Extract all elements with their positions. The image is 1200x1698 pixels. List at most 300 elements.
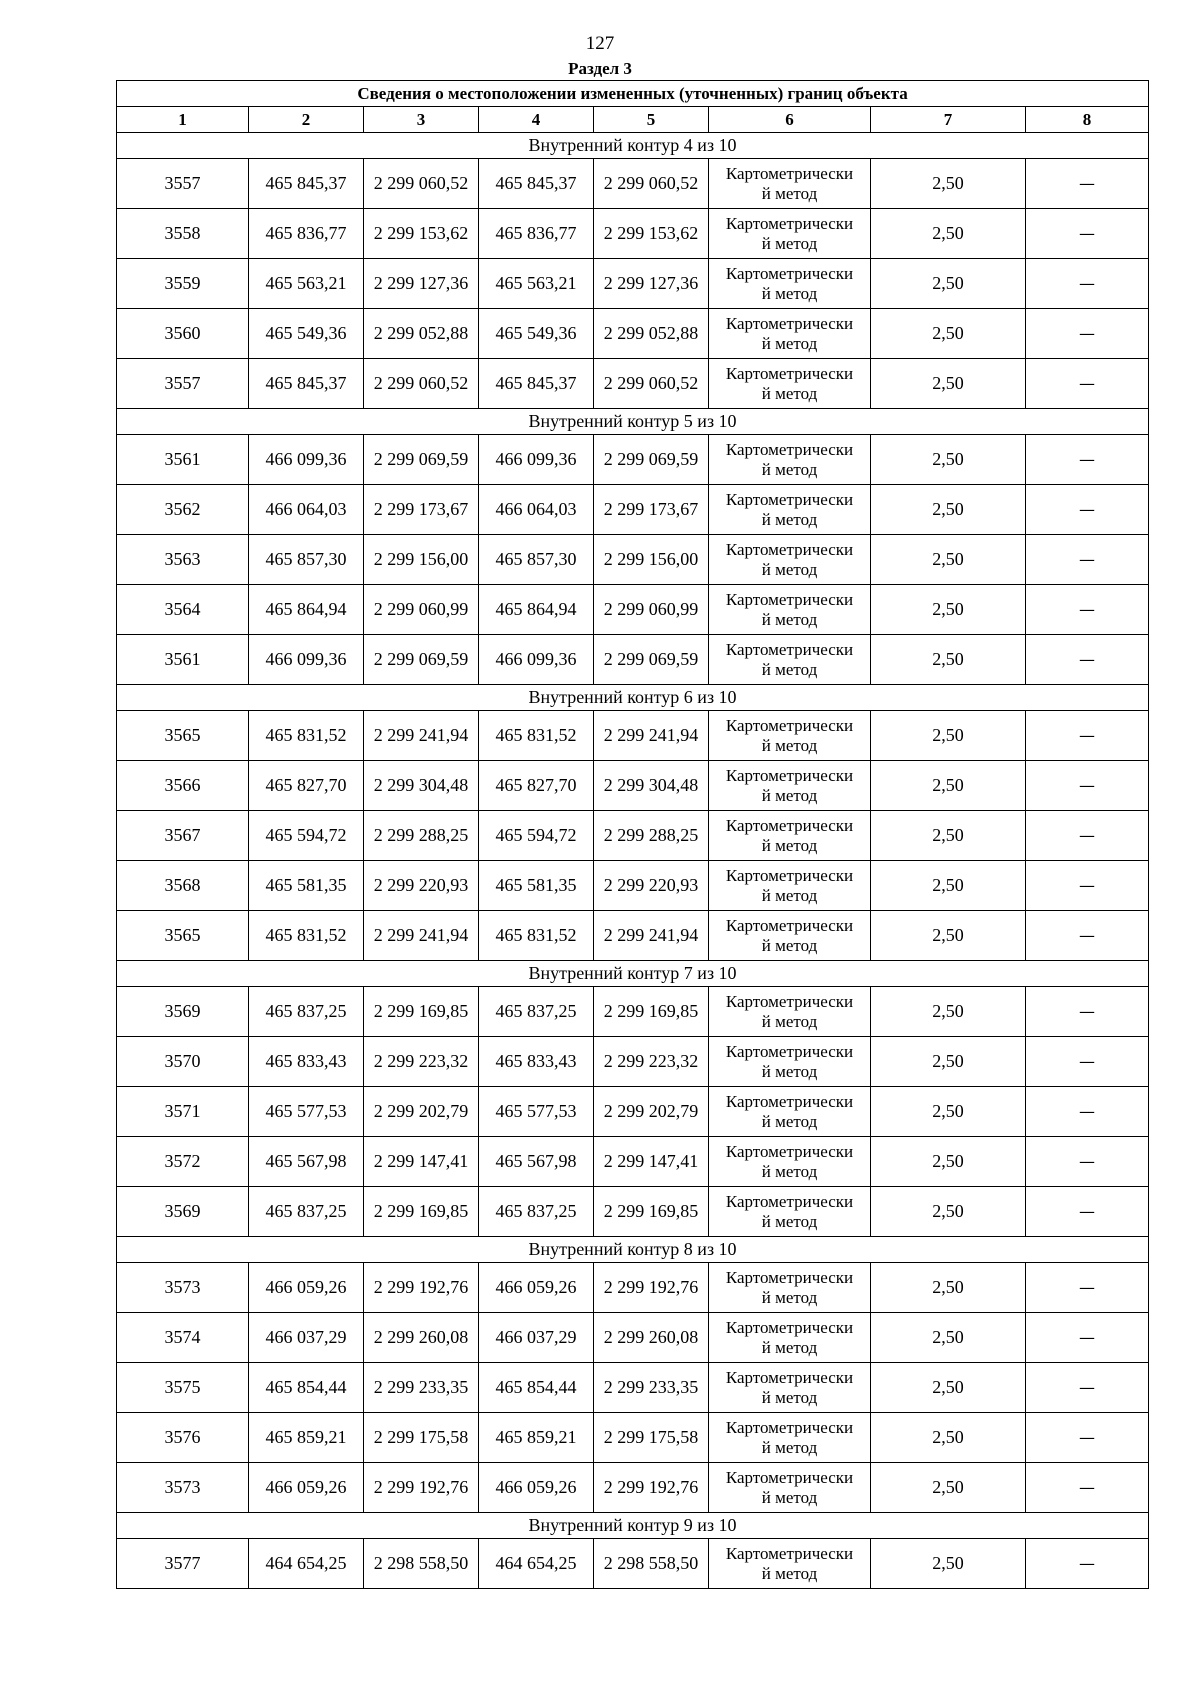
accuracy-cell: 2,50 [871, 1539, 1026, 1589]
method-cell [709, 1087, 871, 1137]
note-cell: — [1026, 811, 1149, 861]
method-line-2: й метод [761, 785, 818, 805]
method-line-1: Картометрически [725, 1191, 854, 1211]
method-line-2: й метод [761, 885, 818, 905]
column-header: 5 [594, 107, 709, 133]
point-number-cell: 3572 [117, 1137, 249, 1187]
y-old-cell: 2 299 241,94 [364, 711, 479, 761]
x-old-cell: 465 836,77 [249, 209, 364, 259]
y-new-cell: 2 299 220,93 [594, 861, 709, 911]
method-line-2: й метод [761, 1061, 818, 1081]
contour-label: Внутренний контур 7 из 10 [117, 961, 1149, 987]
method-line-1: Картометрически [725, 439, 854, 459]
y-old-cell: 2 299 153,62 [364, 209, 479, 259]
x-new-cell: 465 594,72 [479, 811, 594, 861]
method-line-2: й метод [761, 1387, 818, 1407]
method-line-2: й метод [761, 1211, 818, 1231]
point-number-cell: 3565 [117, 911, 249, 961]
method-line-1: Картометрически [725, 1041, 854, 1061]
note-cell: — [1026, 209, 1149, 259]
x-old-cell: 466 037,29 [249, 1313, 364, 1363]
y-old-cell: 2 299 241,94 [364, 911, 479, 961]
point-number-cell: 3571 [117, 1087, 249, 1137]
method-cell [709, 1463, 871, 1513]
accuracy-cell: 2,50 [871, 209, 1026, 259]
x-old-cell: 466 099,36 [249, 435, 364, 485]
method-cell [709, 485, 871, 535]
column-header: 7 [871, 107, 1026, 133]
x-new-cell: 466 099,36 [479, 635, 594, 685]
column-header: 3 [364, 107, 479, 133]
method-line-2: й метод [761, 383, 818, 403]
table-row [117, 1463, 1149, 1513]
contour-label: Внутренний контур 9 из 10 [117, 1513, 1149, 1539]
point-number-cell: 3573 [117, 1463, 249, 1513]
point-number-cell: 3573 [117, 1263, 249, 1313]
method-cell [709, 585, 871, 635]
accuracy-cell: 2,50 [871, 309, 1026, 359]
note-cell: — [1026, 761, 1149, 811]
table-row [117, 1137, 1149, 1187]
y-old-cell: 2 299 304,48 [364, 761, 479, 811]
accuracy-cell: 2,50 [871, 585, 1026, 635]
x-new-cell: 465 831,52 [479, 711, 594, 761]
x-old-cell: 465 563,21 [249, 259, 364, 309]
y-old-cell: 2 299 202,79 [364, 1087, 479, 1137]
x-old-cell: 465 831,52 [249, 911, 364, 961]
point-number-cell: 3563 [117, 535, 249, 585]
point-number-cell: 3569 [117, 987, 249, 1037]
note-cell: — [1026, 1087, 1149, 1137]
method-cell [709, 987, 871, 1037]
table-row [117, 309, 1149, 359]
table-row [117, 159, 1149, 209]
x-old-cell: 465 594,72 [249, 811, 364, 861]
y-old-cell: 2 299 060,52 [364, 159, 479, 209]
accuracy-cell: 2,50 [871, 259, 1026, 309]
table-row [117, 1087, 1149, 1137]
note-cell: — [1026, 635, 1149, 685]
table-row [117, 1187, 1149, 1237]
method-line-1: Картометрически [725, 589, 854, 609]
y-old-cell: 2 298 558,50 [364, 1539, 479, 1589]
point-number-cell: 3567 [117, 811, 249, 861]
table-row [117, 811, 1149, 861]
table-row [117, 1539, 1149, 1589]
table-row [117, 485, 1149, 535]
point-number-cell: 3559 [117, 259, 249, 309]
note-cell: — [1026, 1463, 1149, 1513]
table-row [117, 1263, 1149, 1313]
method-line-1: Картометрически [725, 915, 854, 935]
point-number-cell: 3577 [117, 1539, 249, 1589]
method-cell [709, 911, 871, 961]
point-number-cell: 3564 [117, 585, 249, 635]
method-line-1: Картометрически [725, 363, 854, 383]
table-row [117, 585, 1149, 635]
table-row [117, 635, 1149, 685]
x-new-cell: 465 831,52 [479, 911, 594, 961]
x-new-cell: 466 064,03 [479, 485, 594, 535]
x-new-cell: 465 827,70 [479, 761, 594, 811]
note-cell: — [1026, 911, 1149, 961]
method-cell [709, 1137, 871, 1187]
point-number-cell: 3557 [117, 359, 249, 409]
table-row [117, 1037, 1149, 1087]
table-row [117, 359, 1149, 409]
table-row [117, 711, 1149, 761]
x-new-cell: 465 577,53 [479, 1087, 594, 1137]
x-old-cell: 465 837,25 [249, 1187, 364, 1237]
accuracy-cell: 2,50 [871, 987, 1026, 1037]
x-old-cell: 466 059,26 [249, 1463, 364, 1513]
method-line-2: й метод [761, 1487, 818, 1507]
x-new-cell: 466 059,26 [479, 1463, 594, 1513]
method-line-2: й метод [761, 935, 818, 955]
y-new-cell: 2 299 069,59 [594, 435, 709, 485]
accuracy-cell: 2,50 [871, 485, 1026, 535]
method-line-2: й метод [761, 183, 818, 203]
method-line-1: Картометрически [725, 1367, 854, 1387]
contour-label: Внутренний контур 5 из 10 [117, 409, 1149, 435]
y-old-cell: 2 299 052,88 [364, 309, 479, 359]
accuracy-cell: 2,50 [871, 761, 1026, 811]
contour-label: Внутренний контур 6 из 10 [117, 685, 1149, 711]
x-new-cell: 465 845,37 [479, 159, 594, 209]
method-cell [709, 1037, 871, 1087]
x-old-cell: 465 845,37 [249, 159, 364, 209]
y-old-cell: 2 299 156,00 [364, 535, 479, 585]
y-old-cell: 2 299 175,58 [364, 1413, 479, 1463]
table-row [117, 911, 1149, 961]
column-header: 8 [1026, 107, 1149, 133]
method-line-1: Картометрически [725, 1543, 854, 1563]
accuracy-cell: 2,50 [871, 711, 1026, 761]
note-cell: — [1026, 1363, 1149, 1413]
y-new-cell: 2 299 173,67 [594, 485, 709, 535]
note-cell: — [1026, 485, 1149, 535]
note-cell: — [1026, 711, 1149, 761]
method-line-1: Картометрически [725, 1267, 854, 1287]
y-old-cell: 2 299 060,52 [364, 359, 479, 409]
y-new-cell: 2 299 069,59 [594, 635, 709, 685]
contour-header-row [117, 961, 1149, 987]
x-old-cell: 466 059,26 [249, 1263, 364, 1313]
note-cell: — [1026, 159, 1149, 209]
method-line-1: Картометрически [725, 815, 854, 835]
method-line-2: й метод [761, 1161, 818, 1181]
note-cell: — [1026, 359, 1149, 409]
note-cell: — [1026, 1137, 1149, 1187]
point-number-cell: 3561 [117, 635, 249, 685]
y-new-cell: 2 299 052,88 [594, 309, 709, 359]
table-row [117, 1413, 1149, 1463]
y-new-cell: 2 299 288,25 [594, 811, 709, 861]
method-line-1: Картометрически [725, 1091, 854, 1111]
method-line-1: Картометрически [725, 263, 854, 283]
method-cell [709, 761, 871, 811]
method-cell [709, 209, 871, 259]
x-old-cell: 466 099,36 [249, 635, 364, 685]
method-line-1: Картометрически [725, 991, 854, 1011]
x-new-cell: 465 833,43 [479, 1037, 594, 1087]
method-cell [709, 1413, 871, 1463]
method-line-1: Картометрически [725, 765, 854, 785]
y-new-cell: 2 299 060,52 [594, 159, 709, 209]
table-row [117, 1363, 1149, 1413]
point-number-cell: 3569 [117, 1187, 249, 1237]
accuracy-cell: 2,50 [871, 1187, 1026, 1237]
accuracy-cell: 2,50 [871, 1263, 1026, 1313]
point-number-cell: 3565 [117, 711, 249, 761]
method-line-1: Картометрически [725, 1141, 854, 1161]
note-cell: — [1026, 585, 1149, 635]
y-old-cell: 2 299 069,59 [364, 435, 479, 485]
table-row [117, 987, 1149, 1037]
note-cell: — [1026, 987, 1149, 1037]
x-new-cell: 466 099,36 [479, 435, 594, 485]
method-line-2: й метод [761, 835, 818, 855]
point-number-cell: 3575 [117, 1363, 249, 1413]
table-row [117, 435, 1149, 485]
y-new-cell: 2 299 192,76 [594, 1463, 709, 1513]
x-new-cell: 465 837,25 [479, 1187, 594, 1237]
method-cell [709, 309, 871, 359]
point-number-cell: 3562 [117, 485, 249, 535]
y-old-cell: 2 299 169,85 [364, 987, 479, 1037]
accuracy-cell: 2,50 [871, 861, 1026, 911]
x-old-cell: 465 854,44 [249, 1363, 364, 1413]
table-row [117, 861, 1149, 911]
y-new-cell: 2 299 169,85 [594, 1187, 709, 1237]
accuracy-cell: 2,50 [871, 1463, 1026, 1513]
accuracy-cell: 2,50 [871, 911, 1026, 961]
method-cell [709, 259, 871, 309]
contour-header-row [117, 133, 1149, 159]
note-cell: — [1026, 1037, 1149, 1087]
note-cell: — [1026, 1313, 1149, 1363]
table-row [117, 1313, 1149, 1363]
y-new-cell: 2 299 060,99 [594, 585, 709, 635]
y-new-cell: 2 299 260,08 [594, 1313, 709, 1363]
accuracy-cell: 2,50 [871, 535, 1026, 585]
y-new-cell: 2 299 202,79 [594, 1087, 709, 1137]
accuracy-cell: 2,50 [871, 635, 1026, 685]
column-header: 6 [709, 107, 871, 133]
y-old-cell: 2 299 173,67 [364, 485, 479, 535]
y-old-cell: 2 299 060,99 [364, 585, 479, 635]
table-row [117, 209, 1149, 259]
accuracy-cell: 2,50 [871, 1413, 1026, 1463]
note-cell: — [1026, 535, 1149, 585]
y-new-cell: 2 299 192,76 [594, 1263, 709, 1313]
x-old-cell: 465 833,43 [249, 1037, 364, 1087]
x-old-cell: 465 845,37 [249, 359, 364, 409]
y-new-cell: 2 299 175,58 [594, 1413, 709, 1463]
x-new-cell: 465 563,21 [479, 259, 594, 309]
y-new-cell: 2 299 169,85 [594, 987, 709, 1037]
method-line-1: Картометрически [725, 715, 854, 735]
method-line-2: й метод [761, 1011, 818, 1031]
x-new-cell: 465 845,37 [479, 359, 594, 409]
method-line-2: й метод [761, 659, 818, 679]
x-old-cell: 465 864,94 [249, 585, 364, 635]
x-old-cell: 465 837,25 [249, 987, 364, 1037]
point-number-cell: 3576 [117, 1413, 249, 1463]
method-line-1: Картометрически [725, 213, 854, 233]
table-body [117, 133, 1149, 1589]
method-line-2: й метод [761, 1111, 818, 1131]
y-old-cell: 2 299 192,76 [364, 1463, 479, 1513]
y-old-cell: 2 299 192,76 [364, 1263, 479, 1313]
point-number-cell: 3557 [117, 159, 249, 209]
method-cell [709, 811, 871, 861]
x-old-cell: 465 581,35 [249, 861, 364, 911]
y-new-cell: 2 298 558,50 [594, 1539, 709, 1589]
point-number-cell: 3568 [117, 861, 249, 911]
x-old-cell: 465 567,98 [249, 1137, 364, 1187]
accuracy-cell: 2,50 [871, 159, 1026, 209]
accuracy-cell: 2,50 [871, 359, 1026, 409]
y-new-cell: 2 299 060,52 [594, 359, 709, 409]
method-line-2: й метод [761, 559, 818, 579]
y-new-cell: 2 299 147,41 [594, 1137, 709, 1187]
contour-label: Внутренний контур 8 из 10 [117, 1237, 1149, 1263]
method-cell [709, 435, 871, 485]
table-row [117, 761, 1149, 811]
y-new-cell: 2 299 241,94 [594, 711, 709, 761]
method-line-2: й метод [761, 735, 818, 755]
y-old-cell: 2 299 220,93 [364, 861, 479, 911]
accuracy-cell: 2,50 [871, 435, 1026, 485]
section-title: Раздел 3 [568, 59, 632, 78]
method-line-1: Картометрически [725, 313, 854, 333]
y-old-cell: 2 299 127,36 [364, 259, 479, 309]
x-old-cell: 465 577,53 [249, 1087, 364, 1137]
method-line-2: й метод [761, 283, 818, 303]
y-old-cell: 2 299 169,85 [364, 1187, 479, 1237]
x-new-cell: 465 857,30 [479, 535, 594, 585]
method-line-1: Картометрически [725, 489, 854, 509]
note-cell: — [1026, 309, 1149, 359]
method-cell [709, 535, 871, 585]
point-number-cell: 3560 [117, 309, 249, 359]
note-cell: — [1026, 1263, 1149, 1313]
point-number-cell: 3574 [117, 1313, 249, 1363]
method-line-1: Картометрически [725, 1317, 854, 1337]
contour-header-row [117, 1237, 1149, 1263]
x-new-cell: 465 836,77 [479, 209, 594, 259]
y-new-cell: 2 299 156,00 [594, 535, 709, 585]
method-cell [709, 1187, 871, 1237]
x-new-cell: 465 854,44 [479, 1363, 594, 1413]
x-new-cell: 465 581,35 [479, 861, 594, 911]
method-line-2: й метод [761, 609, 818, 629]
y-old-cell: 2 299 223,32 [364, 1037, 479, 1087]
x-old-cell: 465 857,30 [249, 535, 364, 585]
contour-header-row [117, 409, 1149, 435]
x-new-cell: 466 037,29 [479, 1313, 594, 1363]
accuracy-cell: 2,50 [871, 1037, 1026, 1087]
table-row [117, 535, 1149, 585]
column-header: 2 [249, 107, 364, 133]
method-line-1: Картометрически [725, 163, 854, 183]
boundary-table [116, 80, 1149, 1589]
y-old-cell: 2 299 260,08 [364, 1313, 479, 1363]
method-line-1: Картометрически [725, 539, 854, 559]
y-new-cell: 2 299 223,32 [594, 1037, 709, 1087]
method-cell [709, 861, 871, 911]
note-cell: — [1026, 1187, 1149, 1237]
method-cell [709, 1313, 871, 1363]
note-cell: — [1026, 1539, 1149, 1589]
page-number: 127 [585, 33, 615, 54]
x-new-cell: 465 549,36 [479, 309, 594, 359]
method-line-2: й метод [761, 509, 818, 529]
method-line-2: й метод [761, 233, 818, 253]
table-row [117, 259, 1149, 309]
x-old-cell: 466 064,03 [249, 485, 364, 535]
column-header: 4 [479, 107, 594, 133]
point-number-cell: 3570 [117, 1037, 249, 1087]
contour-label: Внутренний контур 4 из 10 [117, 133, 1149, 159]
method-line-1: Картометрически [725, 1417, 854, 1437]
x-new-cell: 465 859,21 [479, 1413, 594, 1463]
x-new-cell: 465 837,25 [479, 987, 594, 1037]
y-new-cell: 2 299 304,48 [594, 761, 709, 811]
contour-header-row [117, 1513, 1149, 1539]
note-cell: — [1026, 861, 1149, 911]
method-cell [709, 1539, 871, 1589]
method-cell [709, 1263, 871, 1313]
accuracy-cell: 2,50 [871, 1137, 1026, 1187]
x-old-cell: 465 831,52 [249, 711, 364, 761]
method-line-2: й метод [761, 1563, 818, 1583]
point-number-cell: 3566 [117, 761, 249, 811]
column-header: 1 [117, 107, 249, 133]
x-new-cell: 465 567,98 [479, 1137, 594, 1187]
y-new-cell: 2 299 241,94 [594, 911, 709, 961]
method-line-1: Картометрически [725, 1467, 854, 1487]
x-old-cell: 464 654,25 [249, 1539, 364, 1589]
y-new-cell: 2 299 127,36 [594, 259, 709, 309]
x-old-cell: 465 549,36 [249, 309, 364, 359]
method-line-2: й метод [761, 1337, 818, 1357]
method-line-2: й метод [761, 333, 818, 353]
x-new-cell: 465 864,94 [479, 585, 594, 635]
method-line-2: й метод [761, 459, 818, 479]
note-cell: — [1026, 435, 1149, 485]
x-new-cell: 466 059,26 [479, 1263, 594, 1313]
accuracy-cell: 2,50 [871, 1087, 1026, 1137]
note-cell: — [1026, 259, 1149, 309]
y-old-cell: 2 299 288,25 [364, 811, 479, 861]
y-new-cell: 2 299 153,62 [594, 209, 709, 259]
method-cell [709, 359, 871, 409]
note-cell: — [1026, 1413, 1149, 1463]
x-old-cell: 465 859,21 [249, 1413, 364, 1463]
y-old-cell: 2 299 233,35 [364, 1363, 479, 1413]
method-cell [709, 635, 871, 685]
method-line-2: й метод [761, 1287, 818, 1307]
method-line-1: Картометрически [725, 639, 854, 659]
x-old-cell: 465 827,70 [249, 761, 364, 811]
y-old-cell: 2 299 069,59 [364, 635, 479, 685]
point-number-cell: 3561 [117, 435, 249, 485]
table-title: Сведения о местоположении измененных (уточненных) границ объекта [117, 81, 1149, 107]
contour-header-row [117, 685, 1149, 711]
x-new-cell: 464 654,25 [479, 1539, 594, 1589]
